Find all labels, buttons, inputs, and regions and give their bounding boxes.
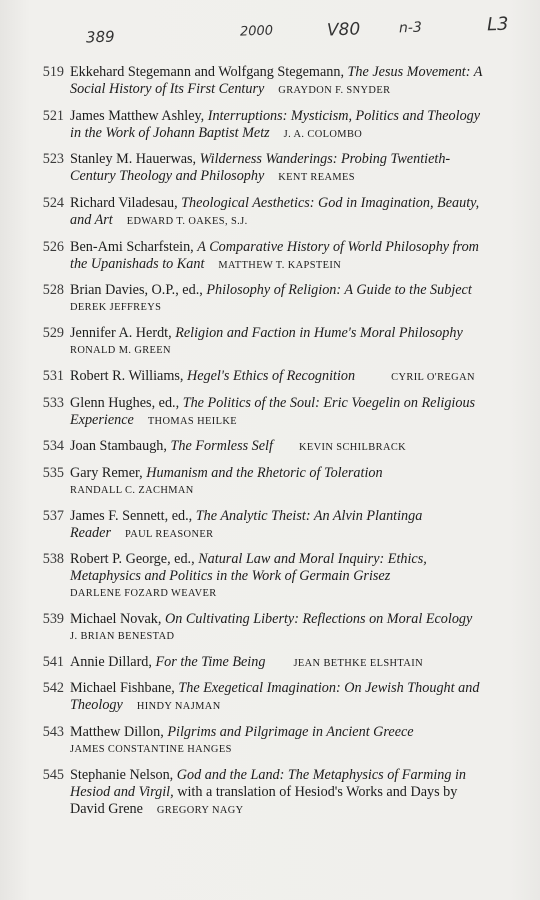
review-entry [32, 767, 494, 819]
book-author: Matthew Dillon, [70, 724, 164, 740]
page-number: 529 [42, 325, 64, 342]
page-number: 541 [42, 653, 64, 670]
book-note: with a translation of Hesiod's Works and Days by David Grene [70, 783, 458, 817]
review-entry [32, 368, 494, 386]
book-title: The Jesus Movement: A Social History of Its First Century [70, 64, 483, 97]
book-title: Theological Aesthetics: God in Imagination, Beauty, and Art [70, 195, 480, 229]
reviewer-name: CYRIL O'REGAN [391, 371, 475, 383]
handwritten-note: V80 [326, 19, 361, 41]
review-entry [32, 465, 494, 499]
book-title: God and the Land: The Metaphysics of Farming in Hesiod and Virgil, [70, 766, 467, 800]
reviewer-name: PAUL REASONER [124, 528, 214, 540]
book-title: The Formless Self [170, 438, 273, 455]
book-title: Pilgrims and Pilgrimage in Ancient Greece [167, 724, 414, 740]
reviewer-name: GRAYDON F. SNYDER [278, 85, 391, 96]
page-number: 528 [42, 282, 64, 299]
book-author: Brian Davies, O.P., ed., [70, 282, 203, 299]
page-number: 543 [42, 724, 64, 740]
book-author: Robert P. George, ed., [70, 551, 195, 568]
book-author: Richard Viladesau, [70, 195, 178, 212]
page-number: 521 [42, 107, 64, 124]
review-entry [32, 325, 494, 359]
book-author: Annie Dillard, [70, 653, 152, 670]
reviewer-name: RONALD M. GREEN [70, 345, 171, 357]
book-title: A Comparative History of World Philosophy from the Upanishads to Kant [70, 238, 479, 272]
book-author: Michael Fishbane, [70, 680, 175, 697]
book-author: Michael Novak, [70, 610, 162, 627]
handwritten-note: L3 [486, 13, 509, 36]
page-number: 531 [42, 367, 64, 384]
book-author: Jennifer A. Herdt, [70, 325, 172, 342]
page-number: 545 [42, 766, 64, 783]
reviewer-name: KENT REAMES [278, 172, 355, 184]
book-title: Wilderness Wanderings: Probing Twentieth-Century Theology and Philosophy [70, 151, 451, 185]
reviewer-name: JAMES CONSTANTINE HANGES [70, 744, 232, 755]
page-number: 534 [42, 438, 64, 455]
reviewer-name: J. A. COLOMBO [283, 128, 363, 140]
page-number: 538 [42, 551, 64, 568]
book-title: Religion and Faction in Hume's Moral Philosophy [175, 325, 463, 342]
book-author: Glenn Hughes, ed., [70, 394, 180, 411]
book-title: The Politics of the Soul: Eric Voegelin on Religious Experience [70, 394, 476, 428]
review-entry [32, 551, 494, 602]
book-title: Philosophy of Religion: A Guide to the Subject [206, 282, 472, 299]
reviewer-name: EDWARD T. OAKES, S.J. [126, 216, 248, 228]
reviewer-name: KEVIN SCHILBRACK [298, 442, 407, 454]
book-author: Stanley M. Hauerwas, [70, 151, 197, 168]
review-entry [32, 195, 494, 230]
book-title: Natural Law and Moral Inquiry: Ethics, Metaphysics and Politics in the Work of Germain Grisez [70, 551, 427, 585]
book-author: James F. Sennett, ed., [70, 507, 193, 524]
handwritten-note: 389 [85, 27, 115, 47]
review-entry [32, 64, 494, 99]
reviewer-name: HINDY NAJMAN [136, 701, 221, 713]
review-entry [32, 680, 494, 715]
book-author: Ekkehard Stegemann and Wolfgang Stegemann, [70, 64, 344, 80]
book-title: Humanism and the Rhetoric of Toleration [146, 464, 383, 481]
review-entry [32, 438, 494, 456]
review-entry [32, 108, 494, 143]
review-entry [32, 611, 494, 645]
review-entry [32, 282, 494, 316]
page-number: 533 [42, 394, 64, 411]
handwritten-note: 2000 [239, 23, 274, 40]
handwritten-note: n-3 [398, 19, 423, 37]
book-title: On Cultivating Liberty: Reflections on Moral Ecology [164, 610, 473, 627]
reviewer-name: J. BRIAN BENESTAD [70, 630, 175, 642]
reviewer-name: JEAN BETHKE ELSHTAIN [293, 657, 423, 669]
book-author: James Matthew Ashley, [70, 107, 205, 124]
review-entry [32, 239, 494, 274]
book-title: Hegel's Ethics of Recognition [187, 367, 356, 384]
page-number: 523 [42, 151, 64, 168]
reviewer-name: RANDALL C. ZACHMAN [70, 484, 194, 496]
reviewer-name: MATTHEW T. KAPSTEIN [218, 259, 342, 271]
page-number: 542 [42, 680, 64, 697]
book-title: The Exegetical Imagination: On Jewish Thought and Theology [70, 680, 480, 714]
book-author: Joan Stambaugh, [70, 438, 167, 455]
reviewer-name: GREGORY NAGY [156, 804, 244, 816]
page-number: 539 [42, 610, 64, 627]
page-number: 519 [42, 64, 64, 80]
reviewer-name: DEREK JEFFREYS [70, 302, 162, 314]
page-number: 537 [42, 507, 64, 524]
book-author: Gary Remer, [70, 464, 143, 481]
review-entry [32, 724, 494, 758]
book-title: For the Time Being [155, 653, 266, 670]
review-entry [32, 654, 494, 672]
review-entry [32, 508, 494, 543]
book-author: Stephanie Nelson, [70, 766, 174, 783]
reviewer-name: DARLENE FOZARD WEAVER [70, 588, 217, 600]
review-entry [32, 151, 494, 186]
book-title: Interruptions: Mysticism, Politics and Theology in the Work of Johann Baptist Metz [70, 107, 481, 141]
reviewer-name: THOMAS HEILKE [147, 415, 237, 427]
book-title: The Analytic Theist: An Alvin Plantinga Reader [70, 507, 423, 541]
page-number: 524 [42, 195, 64, 212]
review-entry [32, 395, 494, 430]
book-review-list [32, 64, 494, 827]
book-author: Robert R. Williams, [70, 367, 184, 384]
page-number: 535 [42, 464, 64, 481]
page-number: 526 [42, 238, 64, 255]
book-author: Ben-Ami Scharfstein, [70, 238, 194, 255]
